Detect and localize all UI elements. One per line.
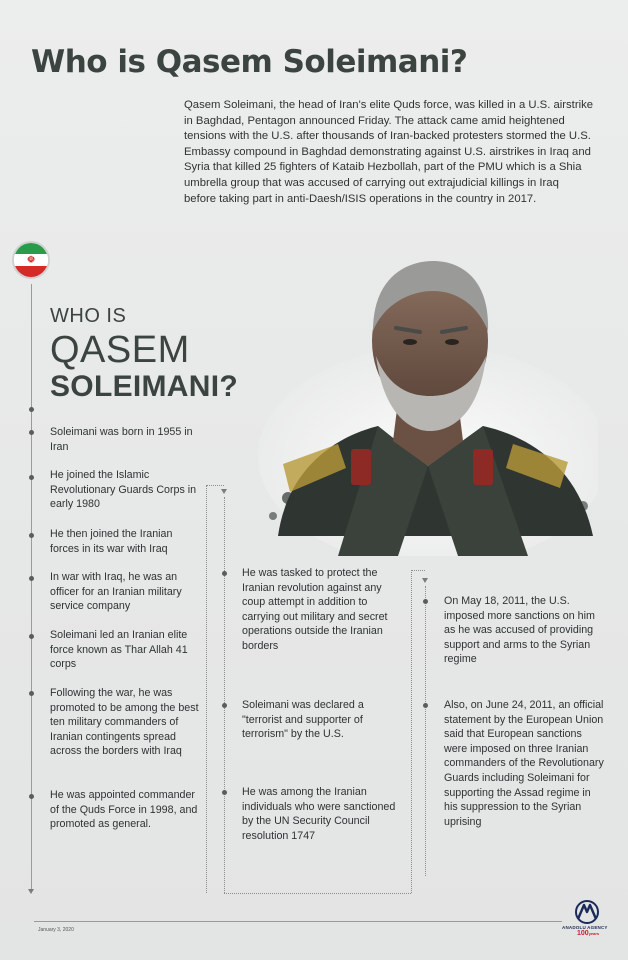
connector-line [411,570,425,571]
timeline-dot [29,430,34,435]
anniversary-label: years [588,931,600,936]
agency-anniversary [577,930,599,937]
page-title: Who is Qasem Soleimani? [31,44,468,80]
connector-line [425,586,426,876]
anadolu-agency-logo [572,900,602,924]
footer-divider [34,921,562,922]
timeline-dot [29,475,34,480]
section-title-line3: SOLEIMANI? [50,370,238,403]
section-title-line1: WHO IS [50,305,127,327]
fact-item: He was appointed commander of the Quds Force in 1998, and promoted as general. [50,789,198,831]
timeline-dot [423,703,428,708]
fact-item: In war with Iraq, he was an officer for an Iranian military service company [50,571,182,613]
timeline-dot [222,790,227,795]
agency-name: ANADOLU AGENCY [562,925,608,930]
connector-line [206,485,224,486]
timeline-dot [29,576,34,581]
section-title [50,305,238,404]
timeline-dot [29,634,34,639]
portrait-illustration [258,236,598,556]
arrow-down-icon [221,489,227,494]
timeline-dot [222,703,227,708]
fact-item: Also, on June 24, 2011, an official statement by the European Union said that European sanctions were imposed on three Iranian commanders of the Revolutionary Guards including Soleimani for supporting the Assad regime in his suppression to the Syrian uprising [444,699,604,828]
fact-item: Following the war, he was promoted to be among the best ten military commanders of Iranian contingents spread across the borders with Iraq [50,687,199,758]
timeline-dot [29,794,34,799]
intro-paragraph: Qasem Soleimani, the head of Iran's elite Quds force, was killed in a U.S. airstrike in Baghdad, Pentagon announced Friday. The attack came amid heightened tensions with the U.S. after thousands of Iran-backed protesters stormed the U.S. Embassy compound in Baghdad demonstrating against U.S. airstrikes in Iraq and Syria that killed 25 fighters of Kataib Hezbollah, part of the PMU which is a Shia umbrella group that was accused of carrying out extrajudicial killings in Iraq before taking part in anti-Daesh/ISIS operations in the country in 2017. [184,99,594,205]
fact-item: He was among the Iranian individuals who were sanctioned by the UN Security Council resolution 1747 [242,786,396,842]
fact-item: On May 18, 2011, the U.S. imposed more sanctions on him as he was accused of providing support and arms to the Syrian regime [444,595,595,666]
timeline-dot [222,571,227,576]
fact-item: He was tasked to protect the Iranian revolution against any coup attempt in addition to carrying out military and secret operations outside the Iranian borders [242,567,388,652]
arrow-down-icon [28,889,34,894]
footer-date: January 3, 2020 [38,927,74,933]
connector-line [411,570,412,893]
fact-item: Soleimani was declared a "terrorist and supporter of terrorism" by the U.S. [242,699,364,741]
connector-line [224,497,225,893]
arrow-down-icon [422,578,428,583]
fact-item: Soleimani led an Iranian elite force known as Thar Allah 41 corps [50,629,188,671]
fact-item: He joined the Islamic Revolutionary Guards Corps in early 1980 [50,469,197,511]
fact-item: He then joined the Iranian forces in its war with Iraq [50,528,173,555]
anniversary-number: 100 [577,930,589,937]
timeline-dot [423,599,428,604]
connector-line [206,485,207,893]
timeline-dot [29,691,34,696]
iran-flag-icon: ☫ [12,241,50,279]
timeline-dot [29,407,34,412]
section-title-line2: QASEM [50,329,190,371]
connector-line [224,893,411,894]
fact-item: Soleimani was born in 1955 in Iran [50,426,193,453]
timeline-dot [29,533,34,538]
timeline-line [31,284,32,890]
